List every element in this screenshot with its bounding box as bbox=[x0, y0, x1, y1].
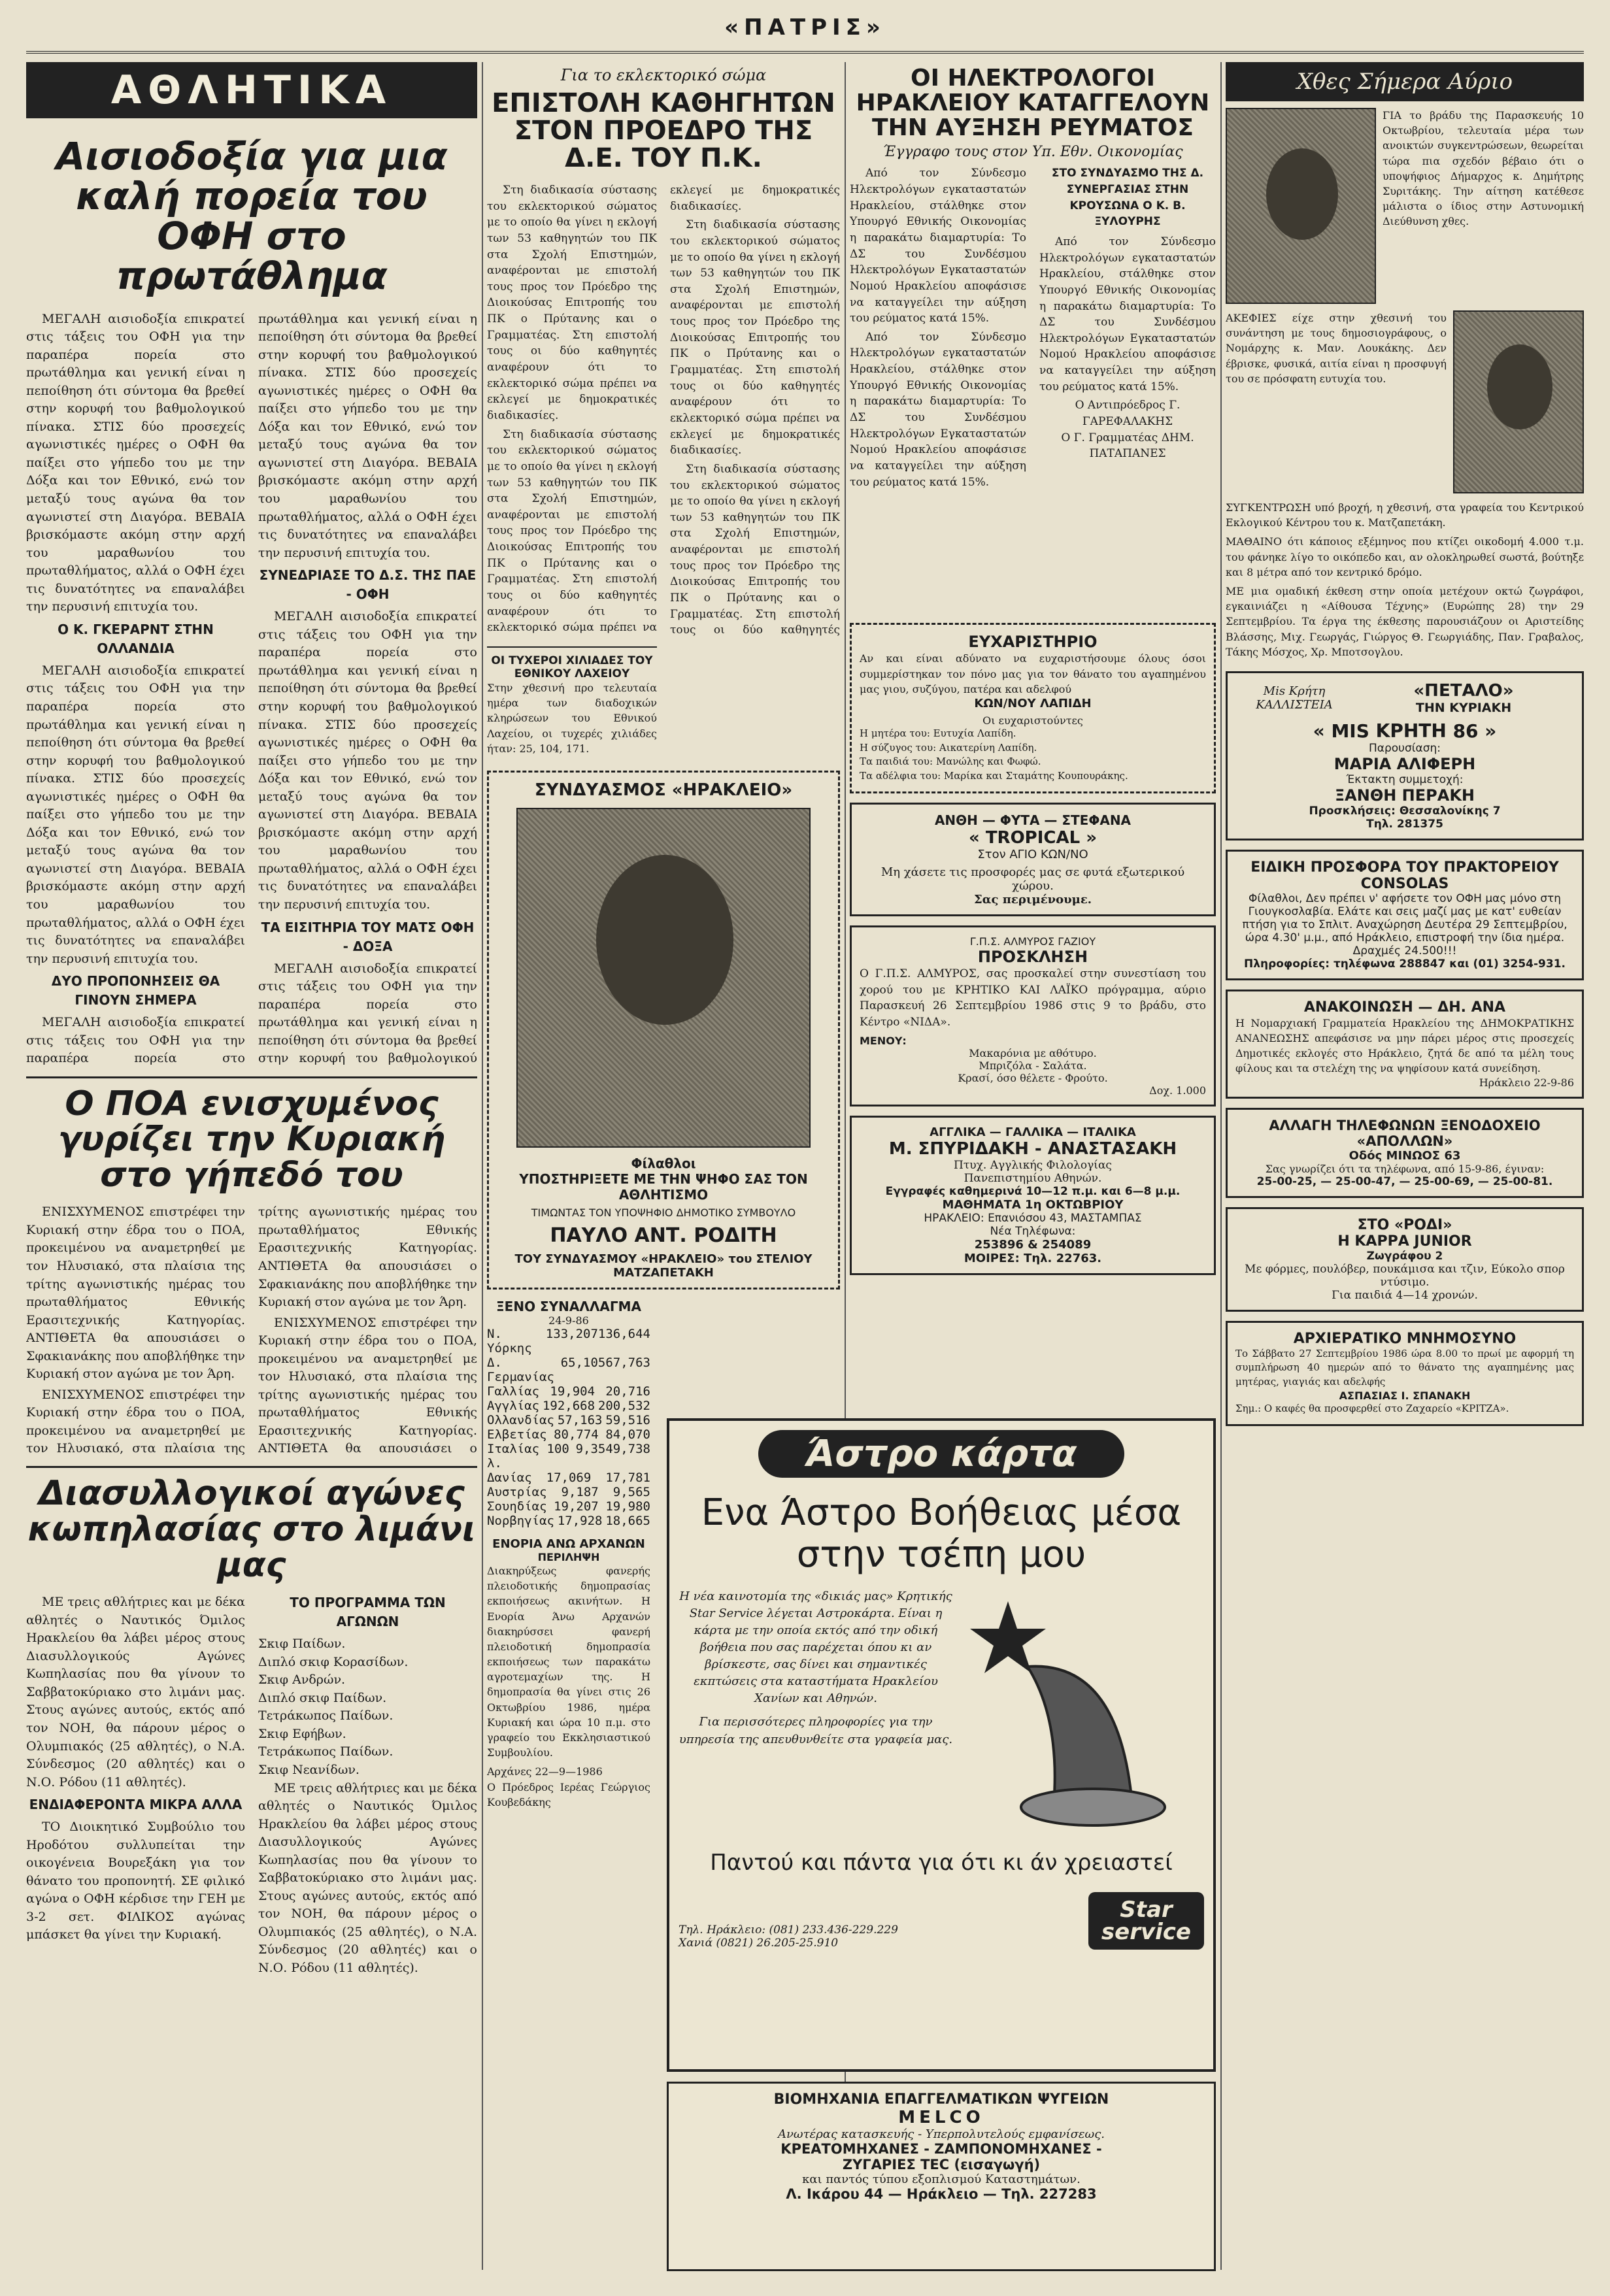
memorial-name: ΑΣΠΑΣΙΑΣ Ι. ΣΠΑΝΑΚΗ bbox=[1339, 1389, 1471, 1402]
fx-cell: 19,904 bbox=[550, 1384, 595, 1399]
melco-line: και παντός τύπου εξοπλισμού Καταστημάτων. bbox=[802, 2172, 1081, 2186]
fx-cell: 17,928 bbox=[557, 1513, 603, 1528]
electricians-article bbox=[850, 165, 1216, 623]
petalo-event: « MIS ΚΡΗΤΗ 86 » bbox=[1313, 720, 1497, 742]
petalo-presenter-label: Παρουσίαση: bbox=[1368, 741, 1441, 755]
memorial-body: Το Σάββατο 27 Σεπτεμβρίου 1986 ώρα 8.00 το πρωί με αφορμή τη συμπλήρωση 40 ημερών από το θάνατο της αγαπημένης μας μητέρας, γιαγιάς και αδελφής bbox=[1235, 1347, 1574, 1388]
archaeology-body: Διακηρύξεως φανερής πλειοδοτικής δημοπρασίας εκποιήσεως ακινήτων. Η Ενορία Άνω Αρχανών διακηρύσσει φανερή πλειοδοτική δημοπρασία εκποιήσεως των παρακάτω αγροτεμαχίων της. Η δημοπρασία θα γίνει στις 26 Οκτωβρίου 1986, ημέρα Κυριακή και ώρα 10 π.μ. στο γραφείο του Εκκλησιαστικού Συμβουλίου. bbox=[487, 1564, 650, 1759]
subheading: ΣΤΟ ΣΥΝΔΥΑΣΜΟ ΤΗΣ Δ. ΣΥΝΕΡΓΑΣΙΑΣ ΣΤΗΝ ΚΡΟΥΣΩΝΑ Ο Κ. Β. ΞΥΛΟΥΡΗΣ bbox=[1051, 167, 1204, 229]
program-item: Σκιφ Ανδρών. bbox=[258, 1672, 346, 1688]
article-body: ΜΕ τρεις αθλήτριες και με δέκα αθλητές ο Ναυτικός Όμιλος Ηρακλείου θα λάβει μέρος στους Διασυλλογικούς Αγώνες Κωπηλασίας που θα γίνουν το Σαββατοκύριακο στο λιμάνι μας. Στους αγώνες αυτούς, εκτός από τον ΝΟΗ, θα πάρουν μέρος ο Ολυμπιακός (25 αθλητές), ο Ν.Α. Σύνδεσμος (20 αθλητές) και ο Ν.Ο. Ρόδου (11 αθλητές). bbox=[258, 1780, 477, 1975]
fx-cell: 9,187 bbox=[561, 1484, 599, 1499]
classes-start: ΜΑΘΗΜΑΤΑ 1η ΟΚΤΩΒΡΙΟΥ bbox=[942, 1197, 1124, 1212]
petalo-tel: Τηλ. 281375 bbox=[1366, 817, 1443, 831]
fx-row bbox=[487, 1427, 650, 1442]
fx-cell: 17,069 bbox=[546, 1470, 592, 1485]
petalo-booking: Προσκλήσεις: Θεσσαλονίκης 7 bbox=[1309, 804, 1501, 818]
article-body: Στη διαδικασία σύστασης του εκλεκτορικού σώματος με το οποίο θα γίνει η εκλογή των 53 καθηγητών του ΠΚ στα Σχολή Επιστημών, αναφέρονται με επιστολή τους προς τον Πρόεδρο της Διοικούσας Επιτροπής του ΠΚ ο Πρύτανης και ο Γραμματέας. Στη επιστολή τους οι δύο καθηγητές αναφέρουν ότι το εκλεκτορικό σώμα πρέπει να εκλεγεί με δημοκρατικές διαδικασίες. bbox=[487, 184, 657, 422]
fx-cell: Αυστρίας bbox=[487, 1484, 547, 1499]
fx-cell: Ολλανδίας bbox=[487, 1412, 554, 1427]
article-body: ΤΟ Διοικητικό Συμβούλιο του Ηροδότου συλλυπείται την οικογένεια Βουρεξάκη για τον θάνατο του προπονητή. ΣΕ φιλικό αγώνα ο ΟΦΗ κέρδισε την ΓΕΗ με 3-2 σετ. ΦΙΛΙΚΟΣ αγώνας μπάσκετ θα γίνει την Κυριακή. bbox=[26, 1820, 245, 1942]
fx-cell: 136,644 bbox=[597, 1326, 650, 1341]
school-address: ΗΡΑΚΛΕΙΟ: Επανιόσου 43, ΜΑΣΤΑΜΠΑΣ bbox=[924, 1211, 1142, 1225]
fx-cell: Δ. Γερμανίας bbox=[487, 1355, 554, 1384]
fx-row bbox=[487, 1413, 650, 1427]
melco-line: ΖΥΓΑΡΙΕΣ TEC (εισαγωγή) bbox=[842, 2157, 1041, 2172]
melco-line: ΚΡΕΑΤΟΜΗΧΑΝΕΣ - ΖΑΜΠΟΝΟΜΗΧΑΝΕΣ - bbox=[780, 2141, 1102, 2157]
electricians-sub: Έγγραφο τους στον Υπ. Εθν. Οικονομίας bbox=[882, 144, 1183, 161]
masthead bbox=[26, 14, 1584, 54]
star-hat-icon bbox=[962, 1588, 1198, 1837]
logo-line: Star bbox=[1120, 1896, 1173, 1923]
fx-row bbox=[487, 1485, 650, 1499]
fx-row bbox=[487, 1499, 650, 1514]
sports-headline-3: Διασυλλογικοί αγώνες κωπηλασίας στο λιμάνι μας bbox=[27, 1474, 476, 1585]
kappa-name: Η ΚΑΡΡΑ JUNIOR bbox=[1337, 1233, 1472, 1250]
letter-headline: ΕΠΙΣΤΟΛΗ ΚΑΘΗΓΗΤΩΝ ΣΤΟΝ ΠΡΟΕΔΡΟ ΤΗΣ Δ.Ε. ΤΟΥ Π.Κ. bbox=[492, 88, 835, 173]
petalo-title: «ΠΕΤΑΛΟ» bbox=[1413, 680, 1514, 701]
melco-line: ΒΙΟΜΗΧΑΝΙΑ ΕΠΑΓΓΕΛΜΑΤΙΚΩΝ ΨΥΓΕΙΩΝ bbox=[773, 2091, 1109, 2108]
relative-line: Η σύζυγος του: Αικατερίνη Λαπίδη. bbox=[860, 741, 1037, 754]
astro-tel: Τηλ. Ηράκλειο: (081) 233.436-229.229 bbox=[679, 1923, 898, 1937]
astro-card-ad bbox=[667, 1418, 1216, 2072]
kappa-ad bbox=[1226, 1207, 1584, 1312]
section-title-bar: ΑΘΛΗΤΙΚΑ bbox=[26, 62, 477, 118]
apollon-body: Σας γνωρίζει ότι τα τηλέφωνα, από 15-9-86, έγιναν: bbox=[1265, 1162, 1545, 1175]
fx-title: ΞΕΝΟ ΣΥΝΑΛΛΑΓΜΑ bbox=[496, 1298, 641, 1314]
enroll-hours: Εγγραφές καθημερινά 10—12 π.μ. και 6—8 μ.μ. bbox=[885, 1184, 1181, 1198]
news-item: ΓΙΑ το βράδυ της Παρασκευής 10 Οκτωβρίου, τελευταία μέρα των ανοικτών συγκεντρώσεων, θεωρείται τώρα πια σχεδόν βέβαιο ότι ο υποψήφιος Δήμαρχος κ. Δημήτρης Συριτάκης. Την αίτηση κατέθεσε μάλιστα ο ίδιος στην Αστυνομική Διεύθυνση χθες. bbox=[1383, 109, 1584, 228]
ana-body: Η Νομαρχιακή Γραμματεία Ηρακλείου της ΔΗΜΟΚΡΑΤΙΚΗΣ ΑΝΑΝΕΩΣΗΣ απεφάσισε να μην πάρει μέρος στις προσεχείς Δημοτικές εκλογές στο Ηράκλειο, ζητά δε από τα μέλη τους φίλους και τα στελέχη της να ψηφίσουν κατά συνείδηση. bbox=[1235, 1016, 1574, 1075]
fx-cell: 57,163 bbox=[557, 1412, 603, 1427]
sports-column bbox=[26, 62, 477, 2280]
article-body: ΜΕ τρεις αθλήτριες και με δέκα αθλητές ο Ναυτικός Όμιλος Ηρακλείου θα λάβει μέρος στους Διασυλλογικούς Αγώνες Κωπηλασίας που θα γίνουν το Σαββατοκύριακο στο λιμάνι μας. Στους αγώνες αυτούς, εκτός από τον ΝΟΗ, θα πάρουν μέρος ο Ολυμπιακός (25 αθλητές), ο Ν.Α. Σύνδεσμος (20 αθλητές) και ο Ν.Ο. Ρόδου (11 αθλητές). bbox=[26, 1595, 245, 1789]
invitation-body: Ο Γ.Π.Σ. ΑΛΜΥΡΟΣ, σας προσκαλεί στην συνεστίαση του χορού του με ΚΡΗΤΙΚΟ ΚΑΙ ΛΑΪΚΟ πρόγραμμα, αύριο Παρασκευή 26 Σεπτεμβρίου 1986 στις 9 το βράδυ, στο Κέντρο «ΝΙΔΑ». bbox=[860, 967, 1206, 1029]
petalo-header bbox=[1235, 681, 1574, 715]
news-item: ΜΕ μια ομαδική έκθεση στην οποία μετέχουν οκτώ ζωγράφοι, εγκαινιάζει η «Αίθουσα Τέχνης» (Ευρώπης 28) την 29 Σεπτεμβρίου. Τα έργα της έκθεσης παρουσιάζουν οι Αριστείδης Βλάσσης, Μιχ. Γεωργάς, Γιώργος Θ. Γεωργιάδης, Παν. Γραβαλος, Τάκης Μόσχος, Χρ. Μποτσογλου. bbox=[1226, 584, 1584, 658]
star-service-logo bbox=[1088, 1892, 1204, 1950]
fx-cell: 200,532 bbox=[597, 1398, 650, 1413]
apollon-phones: 25-00-25, — 25-00-47, — 25-00-69, — 25-00-81. bbox=[1256, 1174, 1553, 1188]
tropical-body: Μη χάσετε τις προσφορές μας σε φυτά εξωτερικού χώρου. bbox=[880, 865, 1185, 893]
thanks-name: ΚΩΝ/ΝΟΥ ΛΑΠΙΔΗ bbox=[974, 696, 1092, 710]
fx-cell: 9,354 bbox=[575, 1441, 613, 1456]
fx-cell: Ελβετίας bbox=[487, 1427, 547, 1442]
apollon-ad bbox=[1226, 1108, 1584, 1198]
program-item: Σκιφ Νεανίδων. bbox=[258, 1762, 360, 1777]
thanks-title: ΕΥΧΑΡΙΣΤΗΡΙΟ bbox=[968, 633, 1098, 652]
teacher-name: Μ. ΣΠΥΡΙΔΑΚΗ - ΑΝΑΣΤΑΣΑΚΗ bbox=[888, 1139, 1177, 1159]
kappa-body: Με φόρμες, πουλόβερ, πουκάμισα και τζιν, Εύκολο σπορ ντύσιμο. bbox=[1245, 1262, 1565, 1289]
sports-article-2 bbox=[26, 1203, 477, 1458]
fx-cell: 80,774 bbox=[554, 1427, 599, 1442]
signature: Ο Αντιπρόεδρος Γ. ΓΑΡΕΦΑΛΑΚΗΣ bbox=[1075, 399, 1181, 428]
article-body: Στη διαδικασία σύστασης του εκλεκτορικού σώματος με το οποίο θα γίνει η εκλογή των 53 καθηγητών του ΠΚ στα Σχολή Επιστημών, αναφέρονται με επιστολή τους προς τον Πρόεδρο της Διοικούσας Επιτροπής του ΠΚ ο Πρύτανης και ο Γραμματέας. Στη επιστολή τους οι δύο καθηγητές bbox=[670, 462, 840, 637]
subheading: ΕΝΔΙΑΦΕΡΟΝΤΑ ΜΙΚΡΑ ΑΛΛΑ bbox=[29, 1797, 243, 1813]
apollon-address: Οδός ΜΙΝΩΟΣ 63 bbox=[1349, 1148, 1461, 1163]
column-divider bbox=[1220, 62, 1222, 2270]
fx-cell: Γαλλίας bbox=[487, 1384, 540, 1399]
program-item: Διπλό σκιφ Παίδων. bbox=[258, 1690, 387, 1705]
center-right-column bbox=[850, 62, 1216, 1284]
fx-row bbox=[487, 1442, 650, 1471]
thanks-notice bbox=[850, 623, 1216, 793]
fx-row bbox=[487, 1399, 650, 1413]
subheading: ΣΥΝΕΔΡΙΑΣΕ ΤΟ Δ.Σ. ΤΗΣ ΠΑΕ - ΟΦΗ bbox=[259, 567, 477, 603]
campaign-caption: ΤΙΜΩΝΤΑΣ ΤΟΝ ΥΠΟΨΗΦΙΟ ΔΗΜΟΤΙΚΟ ΣΥΜΒΟΥΛΟ bbox=[531, 1206, 796, 1219]
fx-cell: 84,070 bbox=[605, 1427, 650, 1442]
memorial-note: Σημ.: Ο καφές θα προσφερθεί στο Ζαχαρείο «ΚΡΙΤΖΑ». bbox=[1235, 1402, 1509, 1414]
fx-cell: Ν. Υόρκης bbox=[487, 1326, 532, 1356]
fx-cell: Αγγλίας bbox=[487, 1398, 540, 1413]
program-list bbox=[258, 1635, 477, 1779]
menu-item: Μπριζόλα - Σαλάτα. bbox=[979, 1059, 1087, 1072]
banner: Χθες Σήμερα Αύριο bbox=[1226, 62, 1584, 101]
article-body: ΕΝΙΣΧΥΜΕΝΟΣ επιστρέφει την Κυριακή στην έδρα του ο ΠΟΑ, προκειμένου να αναμετρηθεί με τον Ηλυσιακό, στα πλαίσια της τρίτης αγωνιστικής ημέρας του πρωταθλήματος Εθνικής Ερασιτεχνικής Κατηγορίας. ΑΝΤΙΘΕΤΑ θα απουσιάσει ο Σφακιανάκης που αποβλήθηκε την Κυριακή στον αγώνα με τον Άρη. bbox=[26, 1205, 477, 1456]
relative-line: Τα αδέλφια του: Μαρίκα και Σταμάτης Κουπουράκης. bbox=[860, 770, 1128, 782]
archaeology-title: ΕΝΟΡΙΑ ΑΝΩ ΑΡΧΑΝΩΝ bbox=[492, 1537, 645, 1551]
news-photo bbox=[1226, 108, 1376, 304]
campaign-caption: ΥΠΟΣΤΗΡΙΞΕΤΕ ΜΕ ΤΗΝ ΨΗΦΟ ΣΑΣ ΤΟΝ ΑΘΛΗΤΙΣΜΟ bbox=[519, 1171, 808, 1203]
fx-cell: 9,738 bbox=[612, 1441, 650, 1456]
article-body: Στη διαδικασία σύστασης του εκλεκτορικού σώματος με το οποίο θα γίνει η εκλογή των 53 καθηγητών του ΠΚ στα Σχολή Επιστημών, αναφέρονται με επιστολή τους προς τον Πρόεδρο της Διοικούσας Επιτροπής του ΠΚ ο Πρύτανης και ο Γραμματέας. Στη επιστολή τους οι δύο καθηγητές αναφέρουν ότι το εκλεκτορικό σώμα πρέπει να εκλεγεί με δημοκρατικές διαδικασίες. bbox=[670, 218, 840, 458]
article-body: Από τον Σύνδεσμο Ηλεκτρολόγων εγκαταστατών Ηρακλείου, στάλθηκε στον Υπουργό Εθνικής Οικονομίας η παρακάτω διαμαρτυρία: Το ΔΣ του Συνδέσμου Ηλεκτρολόγων Εγκαταστατών Νομού Ηρακλείου αποφάσισε να καταγγείλει την αύξηση του ρεύματος κατά 15%. bbox=[850, 167, 1026, 325]
tropical-place: Στον ΑΓΙΟ ΚΩΝ/ΝΟ bbox=[977, 847, 1088, 861]
program-item: Τετράκωπος Παίδων. bbox=[258, 1744, 394, 1759]
fx-cell: Δανίας bbox=[487, 1470, 532, 1485]
campaign-title: ΣΥΝΔΥΑΣΜΟΣ «ΗΡΑΚΛΕΙΟ» bbox=[534, 780, 793, 800]
thanks-relatives-title: Οι ευχαριστούντες bbox=[982, 714, 1083, 727]
phones: 253896 & 254089 bbox=[974, 1237, 1092, 1252]
astro-illustration bbox=[962, 1588, 1204, 1837]
languages-line: ΑΓΓΛΙΚΑ — ΓΑΛΛΙΚΑ — ΙΤΑΛΙΚΑ bbox=[930, 1125, 1136, 1139]
tropical-line: ΑΝΘΗ — ΦΥΤΑ — ΣΤΕΦΑΝΑ bbox=[934, 812, 1132, 828]
article-body: ΜΕΓΑΛΗ αισιοδοξία επικρατεί στις τάξεις του ΟΦΗ για την παραπέρα πορεία στο πρωτάθλημα και γενική είναι η πεποίθηση ότι σύντομα θα βρεθεί στην κορυφή του βαθμολογικού πίνακα. ΣΤΙΣ δύο προσεχείς αγωνιστικές ημέρες ο ΟΦΗ θα παίξει στο γήπεδο του με την Δόξα και τον Εθνικό, ενώ τον μεταξύ τους αγώνα θα τον αγωνιστεί στη Διαγόρα. ΒΕΒΑΙΑ βρισκόμαστε ακόμη στην αρχή του μαραθωνίου του πρωταθλήματος, αλλά ο ΟΦΗ έχει τις δυνατότητες να επαναλάβει την περυσινή επιτυχία του. bbox=[26, 311, 245, 614]
archaeology-subtitle: ΠΕΡΙΛΗΨΗ bbox=[537, 1550, 600, 1563]
invitation-club: Γ.Π.Σ. ΑΛΜΥΡΟΣ ΓΑΖΙΟΥ bbox=[969, 935, 1096, 948]
petalo-guest-label: Έκτακτη συμμετοχή: bbox=[1346, 773, 1464, 786]
right-column bbox=[1226, 62, 1584, 1435]
article-body: Στη διαδικασία σύστασης του εκλεκτορικού σώματος με το οποίο θα γίνει η εκλογή των 53 καθηγητών του ΠΚ στα Σχολή Επιστημών, αναφέρονται με επιστολή τους προς τον Πρόεδρο της Διοικούσας Επιτροπής του ΠΚ ο Πρύτανης και ο Γραμματέας. Στη επιστολή τους οι δύο καθηγητές αναφέρουν ότι το εκλεκτορικό σώμα πρέπει να εκλεγεί με δημοκρατικές διαδικασίες. bbox=[487, 184, 840, 635]
article-body: ΕΝΙΣΧΥΜΕΝΟΣ επιστρέφει την Κυριακή στην έδρα του ο ΠΟΑ, προκειμένου να αναμετρηθεί με τον Ηλυσιακό, στα πλαίσια της τρίτης αγωνιστικής ημέρας του πρωταθλήματος Εθνικής Ερασιτεχνικής Κατηγορίας. ΑΝΤΙΘΕΤΑ θα απουσιάσει ο bbox=[258, 1315, 477, 1456]
kappa-title: ΣΤΟ «ΡΟΔΙ» bbox=[1357, 1216, 1452, 1233]
relative-line: Η μητέρα του: Ευτυχία Λαπίδη. bbox=[860, 727, 1016, 739]
column-divider bbox=[482, 62, 483, 2270]
fx-cell: Νορβηγίας bbox=[487, 1513, 554, 1528]
petalo-day: ΤΗΝ ΚΥΡΙΑΚΗ bbox=[1415, 700, 1512, 715]
fx-cell: Ιταλίας 100 λ. bbox=[487, 1441, 569, 1471]
lottery-title: ΟΙ ΤΥΧΕΡΟΙ ΧΙΛΙΑΔΕΣ ΤΟΥ ΕΘΝΙΚΟΥ ΛΑΧΕΙΟΥ bbox=[491, 654, 653, 680]
fx-row bbox=[487, 1514, 650, 1528]
astro-more: Για περισσότερες πληροφορίες για την υπηρεσία της απευθυνθείτε στα γραφεία μας. bbox=[679, 1715, 953, 1746]
astro-tagline: Παντού και πάντα για ότι κι άν χρειαστεί bbox=[710, 1849, 1173, 1876]
petalo-guest: ΞΑΝΘΗ ΠΕΡΑΚΗ bbox=[1335, 786, 1475, 805]
petalo-ad bbox=[1226, 671, 1584, 840]
astro-phones bbox=[679, 1923, 898, 1950]
sports-headline-1: Αισιοδοξία για μια καλή πορεία του ΟΦΗ στο πρωτάθλημα bbox=[56, 134, 448, 298]
news-item: ΣΥΓΚΕΝΤΡΩΣΗ υπό βροχή, η χθεσινή, στα γραφεία του Κεντρικού Εκλογικού Κέντρου του κ. Ματζαπετάκη. bbox=[1226, 501, 1584, 529]
subheading: Ο Κ. ΓΚΕΡΑΡΝΤ ΣΤΗΝ ΟΛΛΑΝΔΙΑ bbox=[58, 621, 214, 656]
archaeology-sign: Ο Πρόεδρος Ιερέας Γεώργιος Κουβεδάκης bbox=[487, 1780, 650, 1808]
consolas-ad bbox=[1226, 850, 1584, 980]
tropical-close: Σας περιμένουμε. bbox=[973, 892, 1092, 907]
melco-address: Λ. Ικάρου 44 — Ηράκλειο — Τηλ. 227283 bbox=[786, 2186, 1097, 2202]
kappa-ages: Για παιδιά 4—14 χρονών. bbox=[1332, 1288, 1478, 1302]
consolas-title: ΕΙΔΙΚΗ ΠΡΟΣΦΟΡΑ ΤΟΥ ΠΡΑΚΤΟΡΕΙΟΥ CONSOLAS bbox=[1250, 859, 1559, 892]
fx-cell: 67,763 bbox=[605, 1355, 650, 1370]
fx-cell: 19,980 bbox=[605, 1499, 650, 1514]
astro-body: Η νέα καινοτομία της «δικιάς μας» Κρητικής Star Service λέγεται Αστροκάρτα. Είναι η κάρτα με την οποία εκτός από την οδική βοήθεια που σας παρέχεται όπου κι αν βρίσκεστε, σας δίνει και σημαντικές εκπτώσεις στα καταστήματα Ηρακλείου Χανίων και Αθηνών. bbox=[679, 1589, 952, 1706]
menu-item: Κρασί, όσο θέλετε - Φρούτο. bbox=[958, 1071, 1108, 1084]
article-body: ΜΕΓΑΛΗ αισιοδοξία επικρατεί στις τάξεις του ΟΦΗ για την παραπέρα πορεία στο πρωτάθλημα και γενική είναι η πεποίθηση ότι σύντομα θα βρεθεί στην κορυφή του βαθμολογικού πίνακα. ΣΤΙΣ δύο προσεχείς αγωνιστικές ημέρες ο ΟΦΗ θα παίξει στο γήπεδο του με την Δόξα και τον Εθνικό, ενώ τον μεταξύ τους αγώνα θα τον αγωνιστεί στη Διαγόρα. ΒΕΒΑΙΑ βρισκόμαστε ακόμη στην αρχή του μαραθωνίου του πρωταθλήματος, αλλά ο ΟΦΗ έχει τις δυνατότητες να επαναλάβει την περυσινή επιτυχία του. bbox=[26, 663, 245, 966]
fx-cell: 65,105 bbox=[560, 1355, 606, 1370]
invitation-title: ΠΡΟΣΚΛΗΣΗ bbox=[977, 947, 1088, 966]
fx-row bbox=[487, 1327, 650, 1356]
astro-tel: Χανιά (0821) 26.205-25.910 bbox=[679, 1936, 839, 1950]
fx-cell: 20,716 bbox=[605, 1384, 650, 1399]
petalo-presenter: ΜΑΡΙΑ ΑΛΙΦΕΡΗ bbox=[1333, 754, 1476, 773]
program-item: Σκιφ Παίδων. bbox=[258, 1637, 346, 1652]
melco-ad bbox=[667, 2082, 1216, 2271]
program-item: Διπλό σκιφ Κορασίδων. bbox=[258, 1654, 409, 1669]
invitation-ad bbox=[850, 925, 1216, 1106]
astro-slogan: Ενα Άστρο Βοήθειας μέσα στην τσέπη μου bbox=[701, 1491, 1182, 1576]
fx-cell: 18,665 bbox=[605, 1513, 650, 1528]
petalo-logo: Mis Κρήτη ΚΑΛΛΙΣΤΕΙΑ bbox=[1256, 684, 1333, 712]
astro-brand: Άστρο κάρτα bbox=[758, 1430, 1124, 1478]
teacher-uni: Πανεπιστημίου Αθηνών. bbox=[964, 1171, 1102, 1185]
news-item: ΜΑΘΑΙΝΟ ότι κάποιος εξέμηνος που κτίζει οικοδομή 4.000 τ.μ. του φάνηκε λίγο το οικόπεδο και, αν ολοκληρωθεί σωστά, βούτηξε και 8 μέτρα από τον κεντρικό δρόμο. bbox=[1226, 535, 1584, 578]
article-body: ΕΝΙΣΧΥΜΕΝΟΣ επιστρέφει την Κυριακή στην έδρα του ο ΠΟΑ, προκειμένου να αναμετρηθεί με τον Ηλυσιακό, στα πλαίσια της τρίτης αγωνιστικής ημέρας του πρωταθλήματος Εθνικής Ερασιτεχνικής Κατηγορίας. ΑΝΤΙΘΕΤΑ θα απουσιάσει ο Σφακιανάκης που αποβλήθηκε την Κυριακή στον αγώνα με τον Άρη. bbox=[26, 1205, 245, 1382]
archaeology-date: Αρχάνες 22—9—1986 bbox=[487, 1765, 603, 1778]
sports-article-1 bbox=[26, 310, 477, 1069]
subheading: ΤΟ ΠΡΟΓΡΑΜΜΑ ΤΩΝ ΑΓΩΝΩΝ bbox=[290, 1595, 446, 1630]
fx-rows bbox=[487, 1327, 650, 1528]
phones-label: Νέα Τηλέφωνα: bbox=[990, 1224, 1076, 1238]
fx-cell: 17,781 bbox=[605, 1470, 650, 1485]
kappa-address: Ζωγράφου 2 bbox=[1366, 1249, 1443, 1263]
astro-body-row bbox=[679, 1588, 1204, 1837]
fx-cell: 192,668 bbox=[542, 1398, 595, 1413]
memorial-notice bbox=[1226, 1321, 1584, 1426]
ana-notice bbox=[1226, 990, 1584, 1099]
sports-article-3 bbox=[26, 1593, 477, 2280]
melco-name: MELCO bbox=[898, 2108, 984, 2127]
tropical-name: « TROPICAL » bbox=[968, 827, 1098, 848]
article-body: ΜΕΓΑΛΗ αισιοδοξία επικρατεί στις τάξεις του ΟΦΗ για την παραπέρα πορεία στο πρωτάθλημα και γενική είναι η πεποίθηση ότι σύντομα θα βρεθεί στην κορυφή του βαθμολογικού πίνακα. ΣΤΙΣ δύο προσεχείς αγωνιστικές ημέρες ο ΟΦΗ θα παίξει στο γήπεδο του με την Δόξα και τον Εθνικό, ενώ τον μεταξύ τους αγώνα θα τον αγωνιστεί στη Διαγόρα. ΒΕΒΑΙΑ βρισκόμαστε ακόμη στην αρχή του μαραθωνίου του πρωταθλήματος, αλλά ο ΟΦΗ έχει τις δυνατότητες να επαναλάβει την περυσινή επιτυχία του. bbox=[26, 311, 477, 1066]
campaign-caption: Φίλαθλοι bbox=[631, 1155, 696, 1171]
newspaper-name: «ΠΑΤΡΙΣ» bbox=[724, 14, 886, 41]
article-body: ΜΕΓΑΛΗ αισιοδοξία επικρατεί στις τάξεις του ΟΦΗ για την παραπέρα πορεία στο πρωτάθλημα και γενική είναι η πεποίθηση ότι σύντομα θα βρεθεί στην κορυφή του βαθμολογικού bbox=[258, 961, 477, 1066]
logo-line: service bbox=[1101, 1918, 1191, 1945]
fx-table bbox=[487, 1299, 650, 1810]
ana-title: ΑΝΑΚΟΙΝΩΣΗ — ΔΗ. ΑΝΑ bbox=[1303, 999, 1506, 1016]
menu-label: ΜΕΝΟΥ: bbox=[860, 1034, 907, 1047]
subheading: ΔΥΟ ΠΡΟΠΟΝΗΣΕΙΣ ΘΑ ΓΙΝΟΥΝ ΣΗΜΕΡΑ bbox=[51, 973, 220, 1008]
fx-cell: 59,516 bbox=[605, 1412, 650, 1427]
astro-footer bbox=[679, 1892, 1204, 1950]
fx-row bbox=[487, 1471, 650, 1485]
fx-cell: 133,207 bbox=[545, 1326, 598, 1341]
campaign-party: ΤΟΥ ΣΥΝΔΥΑΣΜΟΥ «ΗΡΑΚΛΕΙΟ» του ΣΤΕΛΙΟΥ ΜΑΤΖΑΠΕΤΑΚΗ bbox=[514, 1252, 813, 1280]
consolas-info: Πληροφορίες: τηλέφωνα 288847 και (01) 3254-931. bbox=[1243, 957, 1566, 971]
article-body: ΜΕΓΑΛΗ αισιοδοξία επικρατεί στις τάξεις του ΟΦΗ για την παραπέρα πορεία στο πρωτάθλημα και γενική είναι η πεποίθηση ότι σύντομα θα βρεθεί στην κορυφή του βαθμολογικού πίνακα. ΣΤΙΣ δύο προσεχείς αγωνιστικές ημέρες ο ΟΦΗ θα παίξει στο γήπεδο του με την Δόξα και τον Εθνικό, ενώ τον μεταξύ τους αγώνα θα τον αγωνιστεί στη Διαγόρα. ΒΕΒΑΙΑ βρισκόμαστε ακόμη στην αρχή του μαραθωνίου του πρωταθλήματος, αλλά ο ΟΦΗ έχει τις δυνατότητες να επαναλάβει την περυσινή επιτυχία του. bbox=[258, 609, 477, 912]
lottery-box bbox=[487, 646, 657, 763]
thanks-body: Αν και είναι αδύνατο να ευχαριστήσουμε όλους όσοι συμμερίστηκαν τον πόνο μας για τον θάνατο του αγαπημένου μας γιου, συζύγου, πατέρα και αδελφού bbox=[860, 652, 1206, 695]
fx-date: 24-9-86 bbox=[548, 1314, 589, 1327]
article-body: Από τον Σύνδεσμο Ηλεκτρολόγων εγκαταστατών Ηρακλείου, στάλθηκε στον Υπουργό Εθνικής Οικονομίας η παρακάτω διαμαρτυρία: Το ΔΣ του Συνδέσμου Ηλεκτρολόγων Εγκαταστατών Νομού Ηρακλείου αποφάσισε να καταγγείλει την αύξηση του ρεύματος κατά 15%. bbox=[850, 330, 1026, 489]
fx-cell: 19,207 bbox=[554, 1499, 599, 1514]
campaign-ad bbox=[487, 771, 840, 1289]
ana-date: Ηράκλειο 22-9-86 bbox=[1479, 1076, 1574, 1089]
article-body: Από τον Σύνδεσμο Ηλεκτρολόγων εγκαταστατών Ηρακλείου, στάλθηκε στον Υπουργό Εθνικής Οικονομίας η παρακάτω διαμαρτυρία: Το ΔΣ του Συνδέσμου Ηλεκτρολόγων Εγκαταστατών Νομού Ηρακλείου αποφάσισε να καταγγείλει την αύξηση του ρεύματος κατά 15%. bbox=[1039, 235, 1216, 393]
subheading: ΤΑ ΕΙΣΙΤΗΡΙΑ ΤΟΥ ΜΑΤΣ ΟΦΗ - ΔΟΞΑ bbox=[261, 919, 475, 954]
signature: Ο Γ. Γραμματέας ΔΗΜ. ΠΑΤΑΠΑΝΕΣ bbox=[1061, 431, 1194, 461]
fx-cell: Σουηδίας bbox=[487, 1499, 547, 1514]
menu-item: Μακαρόνια με αθότυρο. bbox=[969, 1046, 1097, 1059]
menu-price: Δοχ. 1.000 bbox=[1149, 1084, 1206, 1097]
news-row-1 bbox=[1226, 108, 1584, 304]
teacher-degree: Πτυχ. Αγγλικής Φιλολογίας bbox=[954, 1158, 1112, 1172]
news-row-2 bbox=[1226, 310, 1584, 493]
program-item: Τετράκωπος Παίδων. bbox=[258, 1708, 394, 1723]
candidate-name: ΠΑΥΛΟ ΑΝΤ. ΡΟΔΙΤΗ bbox=[550, 1223, 777, 1247]
news-item: ΑΚΕΦΙΕΣ είχε στην χθεσινή του συνάντηση με τους δημοσιογράφους, ο Νομάρχης κ. Μαν. Λουκάκης. Δεν έβρισκε, φυσικά, αιτία είναι η προσφυγή του σε πρόσφατη ευτυχία του. bbox=[1226, 312, 1447, 385]
menu bbox=[860, 1035, 1206, 1097]
news-photo bbox=[1453, 310, 1584, 493]
relative-line: Τα παιδιά του: Μανώλης και Φωφώ. bbox=[860, 756, 1041, 768]
fx-row bbox=[487, 1356, 650, 1384]
electricians-headline: ΟΙ ΗΛΕΚΤΡΟΛΟΓΟΙ ΗΡΑΚΛΕΙΟΥ ΚΑΤΑΓΓΕΛΟΥΝ ΤΗΝ ΑΥΞΗΣΗ ΡΕΥΜΑΤΟΣ bbox=[856, 65, 1210, 141]
melco-line: Ανωτέρας κατασκευής - Υπερπολυτελούς εμφανίσεως. bbox=[777, 2127, 1105, 2141]
astro-text-block bbox=[679, 1588, 953, 1837]
tropical-ad bbox=[850, 803, 1216, 916]
memorial-title: ΑΡΧΙΕΡΑΤΙΚΟ ΜΝΗΜΟΣΥΝΟ bbox=[1293, 1330, 1517, 1347]
consolas-body: Φίλαθλοι, Δεν πρέπει ν' αφήσετε τον ΟΦΗ μας μόνο στη Γιουγκοσλαβία. Ελάτε και σεις μαζί μας με κατ' ευθείαν πτήση για το Σπλιτ. Αναχώρηση Δευτέρα 29 Σεπτεμβρίου, ώρα 4.30' μ.μ., από Ηράκλειο, επιστροφή την ίδια ημέρα. Δραχμές 24.500!!! bbox=[1242, 891, 1568, 957]
fx-cell: 9,565 bbox=[612, 1484, 650, 1499]
kicker: Για το εκλεκτορικό σώμα bbox=[560, 66, 767, 84]
moires-phone: ΜΟΙΡΕΣ: Τηλ. 22763. bbox=[964, 1251, 1102, 1265]
program-item: Σκιφ Εφήβων. bbox=[258, 1726, 346, 1741]
candidate-photo bbox=[516, 808, 811, 1148]
lottery-body: Στην χθεσινή προ τελευταία ημέρα των διαδοχικών κληρώσεων του Εθνικού Λαχείου, οι τυχερές χιλιάδες ήταν: 25, 104, 171. bbox=[487, 682, 657, 755]
apollon-title: ΑΛΛΑΓΗ ΤΗΛΕΦΩΝΩΝ ΞΕΝΟΔΟΧΕΙΟ «ΑΠΟΛΛΩΝ» bbox=[1269, 1117, 1541, 1149]
fx-row bbox=[487, 1384, 650, 1399]
sports-headline-2: Ο ΠΟΑ ενισχυμένος γυρίζει την Κυριακή στο γήπεδό του bbox=[58, 1084, 446, 1195]
languages-ad bbox=[850, 1116, 1216, 1275]
letter-article bbox=[487, 182, 840, 640]
